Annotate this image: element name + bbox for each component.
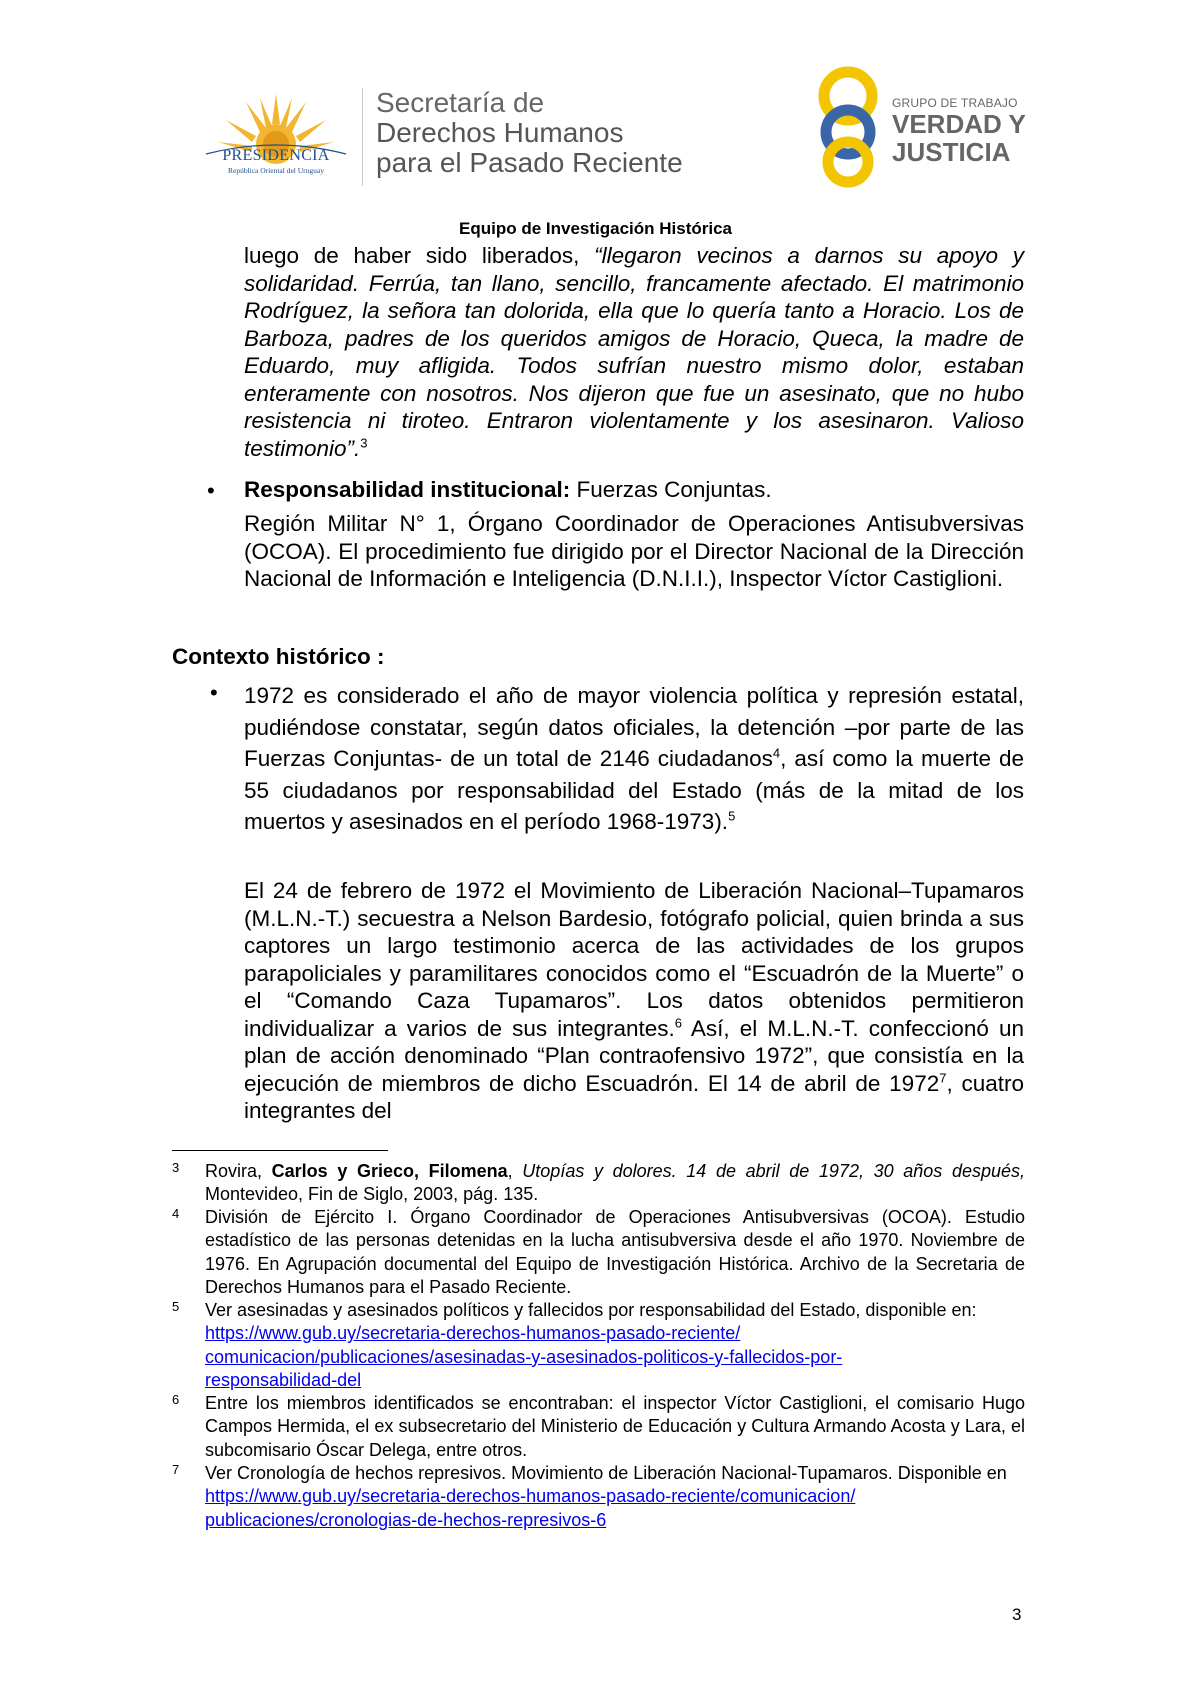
footnote-5-text: Ver asesinadas y asesinados políticos y fallecidos por responsabilidad del Estado, disponible en:	[205, 1300, 977, 1320]
footnote-ref-3[interactable]: 3	[360, 435, 368, 450]
footnote-5-link-3[interactable]: responsabilidad-del	[205, 1369, 362, 1390]
presidencia-subtitle: República Oriental del Uruguay	[227, 166, 324, 175]
quote-text: “llegaron vecinos a darnos su apoyo y solidaridad. Ferrúa, tan llano, sencillo, francamente afectado. El matrimonio Rodríguez, la señora tan dolorida, ella que lo quería tanto a Horacio. Los de Barboza, padres de los queridos amigos de Horacio, Queca, la madre de Eduardo, muy afligida. Todos sufrían nuestro mismo dolor, estaban enteramente con nosotros. Nos dijeron que fue un asesinato, que no hubo resistencia ni tiroteo. Entraron violentamente y los asesinaron. Valioso testimonio”.	[244, 243, 1024, 461]
contexto-paragraph-2	[244, 877, 1024, 1125]
header-divider	[362, 88, 363, 186]
footnote-7	[205, 1462, 1025, 1532]
footnote-ref-7[interactable]: 7	[939, 1070, 947, 1085]
verdad-label: VERDAD Y	[892, 109, 1026, 139]
page-number: 3	[1012, 1605, 1022, 1624]
footnote-ref-4[interactable]: 4	[772, 745, 781, 761]
contexto-item1-b: , así como la muerte de 55 ciudadanos por responsabilidad del Estado (más de la mitad de los muertos y asesinados en el período 1968-1973).	[244, 746, 1025, 834]
footnote-3-number: 3	[172, 1160, 180, 1175]
para2-c: , cuatro integrantes del	[244, 1070, 1024, 1123]
footnote-5-link-2[interactable]: comunicacion/publicaciones/asesinadas-y-asesinados-politicos-y-fallecidos-por-	[205, 1346, 843, 1367]
footnote-ref-5[interactable]: 5	[728, 808, 736, 824]
quote-lead: luego de haber sido liberados,	[244, 243, 595, 268]
team-title: Equipo de Investigación Histórica	[459, 219, 732, 238]
footnote-5-link-1[interactable]: https://www.gub.uy/secretaria-derechos-humanos-pasado-reciente/	[205, 1323, 741, 1344]
secretaria-line2: Derechos Humanos	[376, 117, 624, 148]
footnote-7-text: Ver Cronología de hechos represivos. Movimiento de Liberación Nacional-Tupamaros. Disponible en	[205, 1463, 1007, 1483]
footnote-6-number: 6	[172, 1392, 180, 1407]
footnote-7-link-1[interactable]: https://www.gub.uy/secretaria-derechos-humanos-pasado-reciente/comunicacion/	[205, 1486, 856, 1507]
footnote-3-sep: ,	[507, 1161, 523, 1181]
footnote-3-rest: Montevideo, Fin de Siglo, 2003, pág. 135.	[205, 1184, 539, 1205]
responsabilidad-value: Fuerzas Conjuntas.	[570, 477, 772, 502]
footnote-3-bold: Carlos y Grieco, Filomena	[271, 1161, 508, 1181]
para2-a: El 24 de febrero de 1972 el Movimiento de Liberación Nacional–Tupamaros (M.L.N.-T.) secuestra a Nelson Bardesio, fotógrafo policial, quien brinda a sus captores un largo testimonio acerca de las actividades de los grupos parapoliciales y paramilitares conocidos como el “Escuadrón de la Muerte” o el “Comando Caza Tupamaros”. Los datos obtenidos permitieron individualizar a varios de sus integrantes.	[244, 878, 1024, 1041]
footnote-5-number: 5	[172, 1299, 180, 1314]
grupo-trabajo-logo	[810, 66, 890, 188]
bullet-responsabilidad: •	[207, 478, 215, 503]
footnote-ref-6[interactable]: 6	[674, 1015, 683, 1030]
responsabilidad-label: Responsabilidad institucional:	[244, 477, 571, 502]
footnote-separator	[172, 1150, 388, 1151]
footnote-6: Entre los miembros identificados se encontraban: el inspector Víctor Castiglioni, el comisario Hugo Campos Hermida, el ex subsecretario del Ministerio de Educación y Cultura Armando Acosta y Lara, el subcomisario Óscar Delega, entre otros.	[205, 1393, 1025, 1460]
quote-paragraph	[244, 242, 1024, 462]
footnote-7-link-2[interactable]: publicaciones/cronologias-de-hechos-represivos-6	[205, 1509, 607, 1530]
footnote-4-number: 4	[172, 1206, 180, 1221]
contexto-item1-a: 1972 es considerado el año de mayor violencia política y represión estatal, pudiéndose constatar, según datos oficiales, la detención –por parte de las Fuerzas Conjuntas- de un total de 2146 ciudadanos	[244, 683, 1024, 771]
footnote-3-title: Utopías y dolores. 14 de abril de 1972, 30 años después,	[522, 1161, 1025, 1181]
secretaria-line1: Secretaría de	[376, 87, 545, 118]
verdad-justicia-label	[892, 110, 1026, 166]
justicia-label: JUSTICIA	[892, 137, 1011, 167]
footnote-3	[205, 1160, 1025, 1207]
para2-b: Así, el M.L.N.-T. confeccionó un plan de acción denominado “Plan contraofensivo 1972”, que consistía en la ejecución de miembros de dicho Escuadrón. El 14 de abril de 1972	[244, 1015, 1024, 1096]
contexto-heading: Contexto histórico :	[172, 644, 385, 669]
footnote-4: División de Ejército I. Órgano Coordinador de Operaciones Antisubversivas (OCOA). Estudio estadístico de las personas detenidas en la lucha antisubversiva desde el año 1970. Noviembre de 1976. En Agrupación documental del Equipo de Investigación Histórica. Archivo de la Secretaria de Derechos Humanos para el Pasado Reciente.	[205, 1207, 1025, 1297]
grupo-trabajo-label: GRUPO DE TRABAJO	[892, 96, 1018, 110]
responsabilidad-line	[244, 476, 1024, 504]
presidencia-name: PRESIDENCIA	[222, 147, 330, 164]
secretaria-line3: para el Pasado Reciente	[376, 147, 683, 178]
bullet-contexto: •	[210, 680, 218, 705]
footnote-3-author: Rovira,	[205, 1161, 272, 1181]
contexto-item-1	[244, 680, 1024, 838]
footnote-7-number: 7	[172, 1462, 180, 1477]
footnote-5	[205, 1299, 1025, 1392]
responsabilidad-detail: Región Militar N° 1, Órgano Coordinador de Operaciones Antisubversivas (OCOA). El procedimiento fue dirigido por el Director Nacional de la Dirección Nacional de Información e Inteligencia (D.N.I.I.), Inspector Víctor Castiglioni.	[244, 511, 1024, 591]
secretaria-title	[376, 88, 683, 178]
